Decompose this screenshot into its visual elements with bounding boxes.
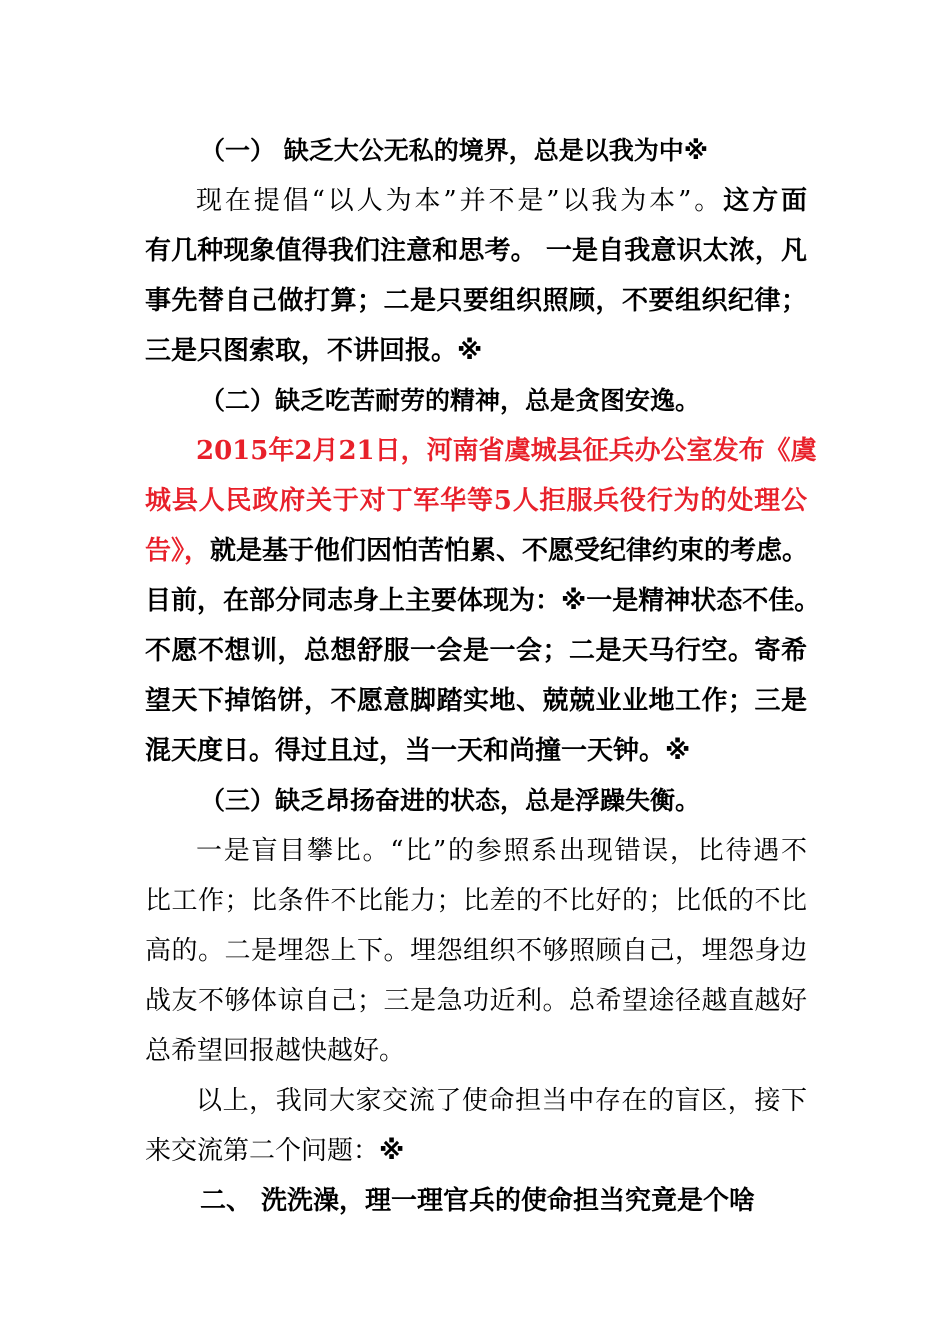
section-two-line-7: 混天度日。得过且过，当一天和尚撞一天钟。※ (145, 736, 691, 766)
section-two-line-5: 不愿不想训，总想舒服一会是一会；二是天马行空。寄希 (145, 636, 807, 666)
section-one-line-3: 事先替自己做打算；二是只要组织照顾，不要组织纪律； (145, 286, 807, 316)
section-one-text-plain: 现在提倡“以人为本”并不是”以我为本”。 (196, 186, 724, 216)
summary-text: 来交流第二个问题： (145, 1136, 380, 1166)
section-three-line-4: 战友不够体谅自己；三是急功近利。总希望途径越直越好 (145, 986, 807, 1016)
section-three-line-2: 比工作；比条件不比能力；比差的不比好的；比低的不比 (145, 886, 807, 916)
section-two-line-6: 望天下掉馅饼，不愿意脚踏实地、兢兢业业地工作；三是 (145, 686, 807, 716)
section-one-line-1 (196, 184, 807, 218)
section-three-line-3: 高的。二是埋怨上下。埋怨组织不够照顾自己，埋怨身边 (145, 936, 807, 966)
section-two-text: 就是基于他们因怕苦怕累、不愿受纪律约束的考虑。 (210, 536, 809, 566)
summary-line-2 (145, 1134, 807, 1168)
section-one-line-4: 三是只图索取，不讲回报。※ (145, 336, 483, 366)
section-one-line-2: 有几种现象值得我们注意和思考。 一是自我意识太浓，凡 (145, 236, 807, 266)
summary-line-1: 以上，我同大家交流了使命担当中存在的盲区，接下 (196, 1086, 807, 1116)
part-two-heading: 二、 洗洗澡，理一理官兵的使命担当究竟是个啥 (200, 1186, 756, 1216)
section-two-red-line-1: 2015年2月21日，河南省虞城县征兵办公室发布《虞 (196, 436, 817, 466)
summary-mark: ※ (379, 1136, 405, 1166)
section-three-line-5: 总希望回报越快越好。 (145, 1036, 406, 1066)
section-three-heading: （三）缺乏昂扬奋进的状态，总是浮躁失衡。 (200, 786, 701, 815)
section-two-red-line-2: 城县人民政府关于对丁军华等5人拒服兵役行为的处理公 (145, 486, 807, 516)
section-one-heading: （一） 缺乏大公无私的境界，总是以我为中※ (200, 136, 709, 165)
section-one-text-bold: 这方面 (723, 186, 807, 216)
section-two-red-text: 告》， (145, 536, 211, 566)
section-two-heading: （二）缺乏吃苦耐劳的精神，总是贪图安逸。 (200, 386, 701, 415)
section-two-line-4: 目前，在部分同志身上主要体现为：※一是精神状态不佳。 (145, 586, 821, 616)
section-two-line-3 (145, 534, 807, 568)
section-three-line-1: 一是盲目攀比。“比”的参照系出现错误，比待遇不 (196, 836, 807, 866)
